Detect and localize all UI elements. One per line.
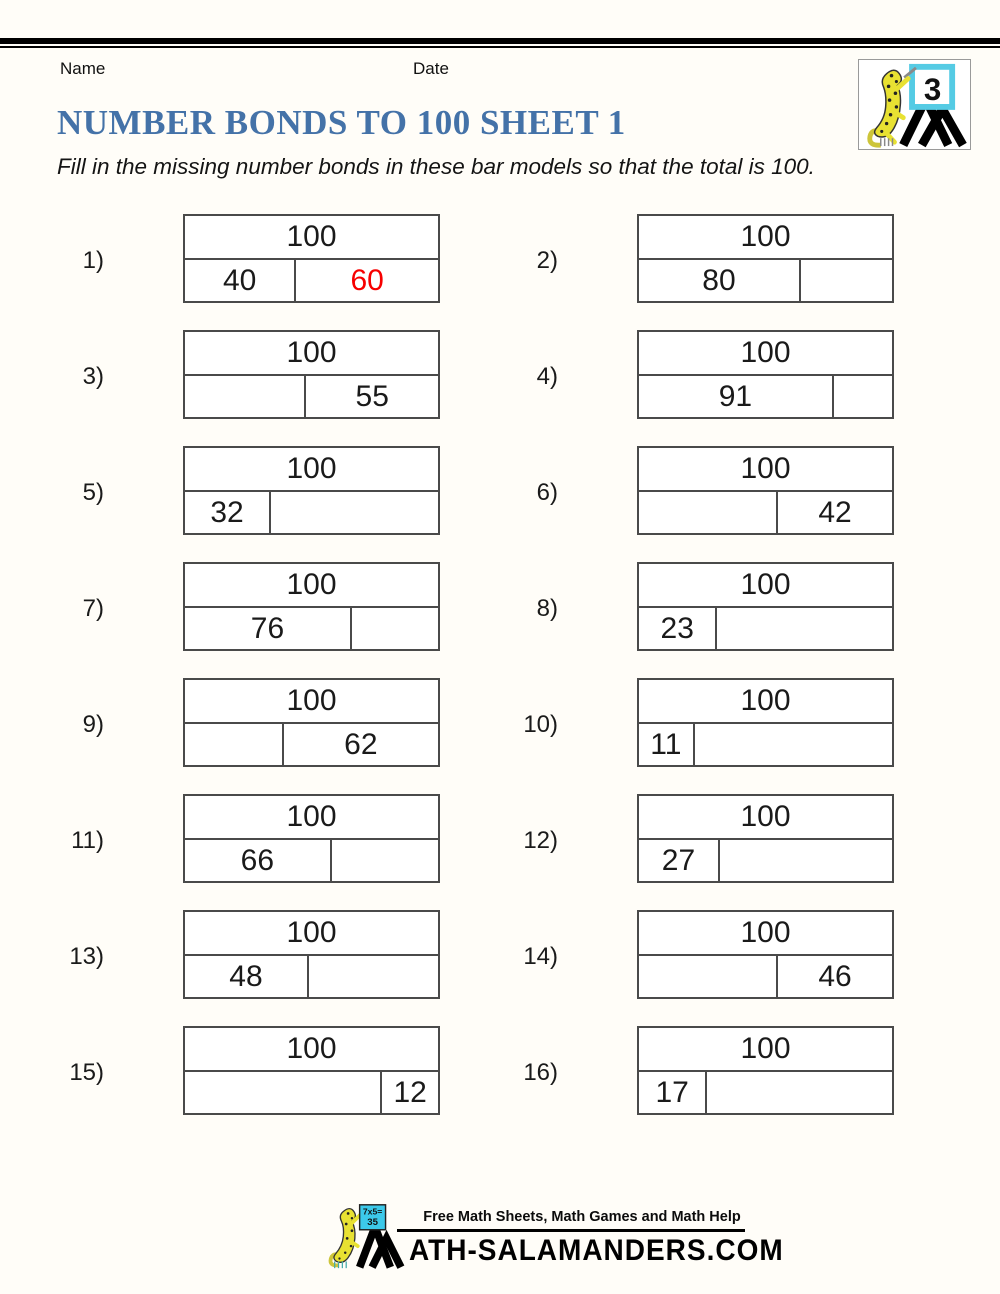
footer-logo-banner [325,1200,784,1275]
bar-total-cell: 100 [185,680,438,724]
bar-part-left-cell: 11 [639,724,695,765]
bar-part-left-cell: 91 [639,376,834,417]
top-divider [0,38,1000,48]
bar-parts-row [185,492,438,533]
bar-parts-row [639,608,892,649]
footer-tagline: Free Math Sheets, Math Games and Math Help [423,1209,741,1225]
bar-part-left-cell: 76 [185,608,352,649]
bar-parts-row [639,260,892,301]
bar-model [637,562,894,651]
problem-number: 3) [82,363,104,390]
problem-number: 2) [536,247,558,274]
bar-model [637,678,894,767]
problem-11 [58,794,453,883]
problem-number: 16) [523,1059,558,1086]
bar-model [637,214,894,303]
problem-2 [512,214,907,303]
bar-part-right-cell[interactable] [309,956,438,997]
footer-site-name: ATH-SALAMANDERS.COM [409,1233,784,1267]
footer-rule [397,1229,745,1232]
footer-sign-equation: 7x5= [362,1206,383,1217]
bar-total-cell: 100 [639,796,892,840]
problem-12 [512,794,907,883]
problem-number: 5) [82,479,104,506]
bar-model [637,330,894,419]
bar-part-right-cell[interactable] [717,608,892,649]
bar-part-left-cell: 48 [185,956,309,997]
top-divider-thin-line [0,46,1000,48]
bar-model [183,214,440,303]
grade-badge [858,59,971,150]
bar-model [183,446,440,535]
problem-16 [512,1026,907,1115]
bar-part-left-cell: 17 [639,1072,707,1113]
name-field-label: Name [60,59,106,78]
bar-total-cell: 100 [639,216,892,260]
bar-total-cell: 100 [185,216,438,260]
bar-part-right-cell: 42 [818,495,852,529]
bar-part-right-cell: 62 [344,727,378,761]
bar-total-cell: 100 [639,448,892,492]
bar-model [183,330,440,419]
bar-part-left-cell: 27 [639,840,720,881]
bar-parts-row [639,840,892,881]
bar-part-right-cell[interactable] [707,1072,892,1113]
footer-sign-answer: 35 [367,1216,378,1228]
bar-parts-row [639,376,892,417]
bar-total-cell: 100 [639,912,892,956]
problem-5 [58,446,453,535]
bar-part-right-cell[interactable] [352,608,438,649]
problem-9 [58,678,453,767]
bar-part-left-cell: 80 [639,260,801,301]
bar-part-right-cell: 12 [393,1075,427,1109]
bar-part-right-cell[interactable] [332,840,438,881]
bar-part-right-cell[interactable] [271,492,438,533]
grade-number: 3 [923,72,942,108]
problem-number: 8) [536,595,558,622]
problem-13 [58,910,453,999]
bar-model [183,794,440,883]
problem-number: 4) [536,363,558,390]
bar-model [637,910,894,999]
bar-total-cell: 100 [185,796,438,840]
bar-parts-row [639,492,892,533]
problem-15 [58,1026,453,1115]
bar-part-right-cell: 55 [355,379,389,413]
bar-total-cell: 100 [185,564,438,608]
problem-number: 1) [82,247,104,274]
bar-model [637,1026,894,1115]
bar-model [183,1026,440,1115]
page-title: NUMBER BONDS TO 100 SHEET 1 [57,103,626,142]
problem-number: 15) [69,1059,104,1086]
bar-total-cell: 100 [639,564,892,608]
bar-parts-row [185,1072,438,1113]
bar-part-right-cell: 46 [818,959,852,993]
bar-parts-row [185,608,438,649]
bar-model [183,562,440,651]
problem-number: 6) [536,479,558,506]
problem-number: 14) [523,943,558,970]
problem-4 [512,330,907,419]
bar-total-cell: 100 [185,1028,438,1072]
bar-part-left-cell: 32 [185,492,271,533]
bar-model [183,678,440,767]
bar-part-right-cell: 60 [350,263,384,297]
bar-part-left-cell[interactable] [639,956,778,997]
bar-parts-row [639,724,892,765]
bar-parts-row [185,376,438,417]
bar-total-cell: 100 [185,332,438,376]
date-field-label: Date [413,59,449,78]
problem-number: 10) [523,711,558,738]
bar-parts-row [185,724,438,765]
problem-number: 9) [82,711,104,738]
problem-7 [58,562,453,651]
bar-parts-row [639,1072,892,1113]
problem-14 [512,910,907,999]
bar-part-left-cell: 40 [185,260,296,301]
bar-part-right-cell[interactable] [720,840,892,881]
problem-1 [58,214,453,303]
bar-part-left-cell[interactable] [185,724,284,765]
bar-parts-row [639,956,892,997]
bar-model [183,910,440,999]
bar-part-right-cell[interactable] [834,376,892,417]
bar-part-left-cell: 66 [185,840,332,881]
bar-total-cell: 100 [639,332,892,376]
bar-total-cell: 100 [639,680,892,724]
bar-total-cell: 100 [185,912,438,956]
bar-part-right-cell[interactable] [801,260,892,301]
salamander-grade-icon [859,60,970,149]
bar-total-cell: 100 [639,1028,892,1072]
bar-model [637,446,894,535]
problem-8 [512,562,907,651]
instruction-text: Fill in the missing number bonds in these bar models so that the total is 100. [57,154,815,179]
bar-part-left-cell: 23 [639,608,717,649]
problem-number: 13) [69,943,104,970]
bar-parts-row [185,840,438,881]
problem-number: 12) [523,827,558,854]
problem-6 [512,446,907,535]
problem-number: 11) [71,827,104,854]
problem-3 [58,330,453,419]
problem-10 [512,678,907,767]
bar-part-left-cell[interactable] [639,492,778,533]
bar-part-left-cell[interactable] [185,1072,382,1113]
bar-total-cell: 100 [185,448,438,492]
bar-parts-row [185,260,438,301]
bar-model [637,794,894,883]
problem-number: 7) [82,595,104,622]
bar-part-left-cell[interactable] [185,376,306,417]
bar-parts-row [185,956,438,997]
bar-part-right-cell[interactable] [695,724,892,765]
